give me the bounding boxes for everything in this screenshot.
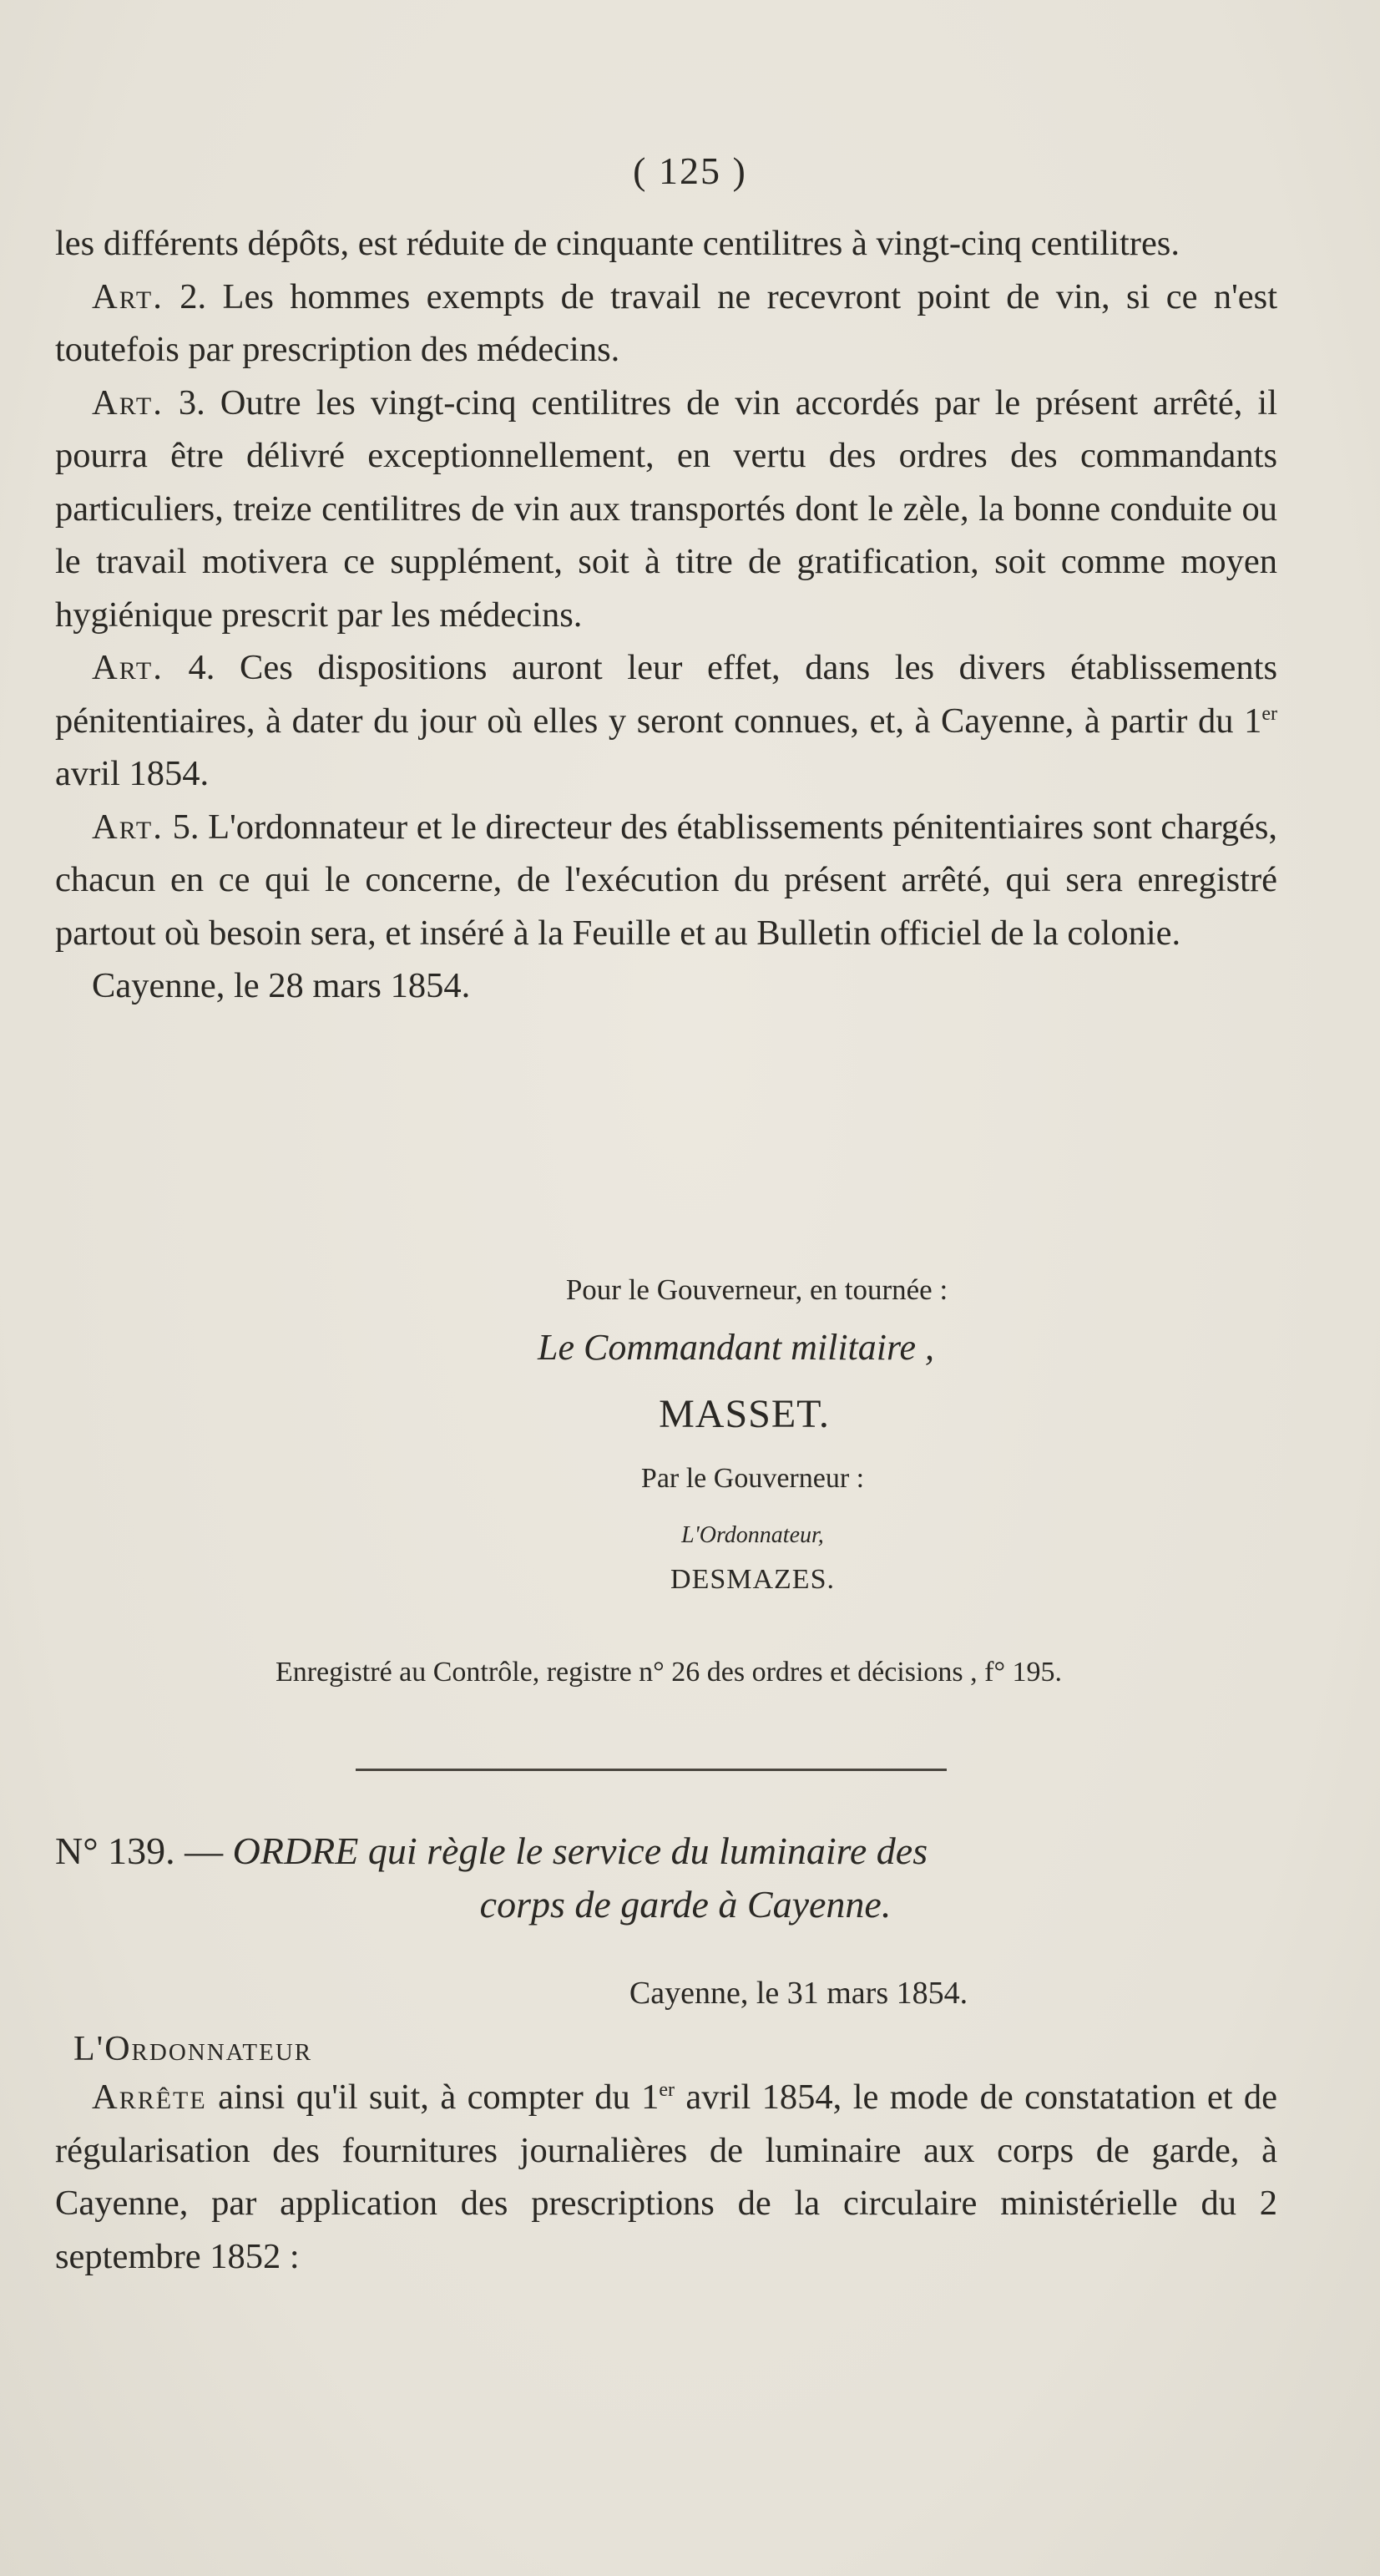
signature-name-masset: MASSET.	[659, 1392, 830, 1436]
article-3-text: 3. Outre les vingt-cinq centilitres de vin accordés par le présent arrêté, il pourra être délivré exceptionnellement, en vertu des ordres des commandants particuliers, treize centilitres de vin aux transportés dont le zèle, la bonne conduite ou le travail motivera ce supplément, soit à titre de gratification, soit comme moyen hygiénique prescrit par les médecins.	[55, 382, 1277, 635]
signature-line-2: Le Commandant militaire ,	[537, 1327, 935, 1368]
ordinal-suffix: er	[1261, 702, 1277, 725]
article-label: Art.	[92, 276, 164, 316]
order-body	[55, 2071, 1277, 2283]
signature-line-4: Par le Gouverneur :	[640, 1463, 865, 1494]
arrete-paragraph	[55, 2071, 1277, 2283]
article-5	[55, 801, 1277, 960]
arrete-text-b: avril 1854, le mode de constatation et de régularisation des fournitures journalières de luminaire aux corps de garde, à Cayenne, par application des prescriptions de la circulaire ministérielle du 2 septembre 1852 :	[55, 2078, 1277, 2276]
arrete-label: Arrête	[92, 2078, 207, 2117]
article-label: Art.	[92, 807, 164, 847]
arrete-text-a: ainsi qu'il suit, à compter du 1	[206, 2078, 660, 2117]
ordinal-suffix: er	[659, 2078, 675, 2101]
order-dateline: Cayenne, le 31 mars 1854.	[629, 1976, 968, 2011]
signature-name-desmazes: DESMAZES.	[670, 1564, 835, 1595]
page-number: ( 125 )	[633, 149, 747, 192]
article-4-tail: avril 1854.	[55, 754, 210, 793]
signature-line-1: Pour le Gouverneur, en tournée :	[565, 1273, 948, 1306]
article-label: Art.	[92, 382, 164, 423]
order-number: N° 139.	[55, 1830, 175, 1872]
order-issuer: L'Ordonnateur	[73, 2030, 313, 2068]
article-3	[55, 377, 1277, 642]
order-dash: —	[174, 1830, 233, 1872]
article-5-text: 5. L'ordonnateur et le directeur des établissements pénitentiaires sont chargés, chacun en ce qui le concerne, de l'exécution du présent arrêté, qui sera enregistré partout où besoin sera, et inséré à la Feuille et au Bulletin officiel de la colonie.	[55, 807, 1277, 953]
place-date: Cayenne, le 28 mars 1854.	[92, 966, 471, 1005]
order-heading	[55, 1824, 1282, 1931]
decree-body	[55, 217, 1277, 1013]
order-title-line-2: corps de garde à Cayenne.	[479, 1883, 892, 1926]
section-divider	[356, 1769, 947, 1771]
registration-note: Enregistré au Contrôle, registre n° 26 des ordres et décisions , f° 195.	[275, 1657, 1063, 1688]
signature-line-5: L'Ordonnateur,	[681, 1522, 824, 1548]
article-4-text: 4. Ces dispositions auront leur effet, dans les divers établissements pénitentiaires, à dater du jour où elles y seront connues, et, à Cayenne, à partir du 1	[55, 648, 1277, 741]
paragraph-continuation: les différents dépôts, est réduite de cinquante centilitres à vingt-cinq centilitres.	[55, 224, 1180, 263]
article-2-text: 2. Les hommes exempts de travail ne recevront point de vin, si ce n'est toutefois par prescription des médecins.	[55, 276, 1277, 369]
order-title-line-1: ORDRE qui règle le service du luminaire des	[232, 1830, 928, 1872]
article-2	[55, 271, 1277, 377]
article-4	[55, 641, 1277, 801]
article-label: Art.	[92, 648, 164, 687]
